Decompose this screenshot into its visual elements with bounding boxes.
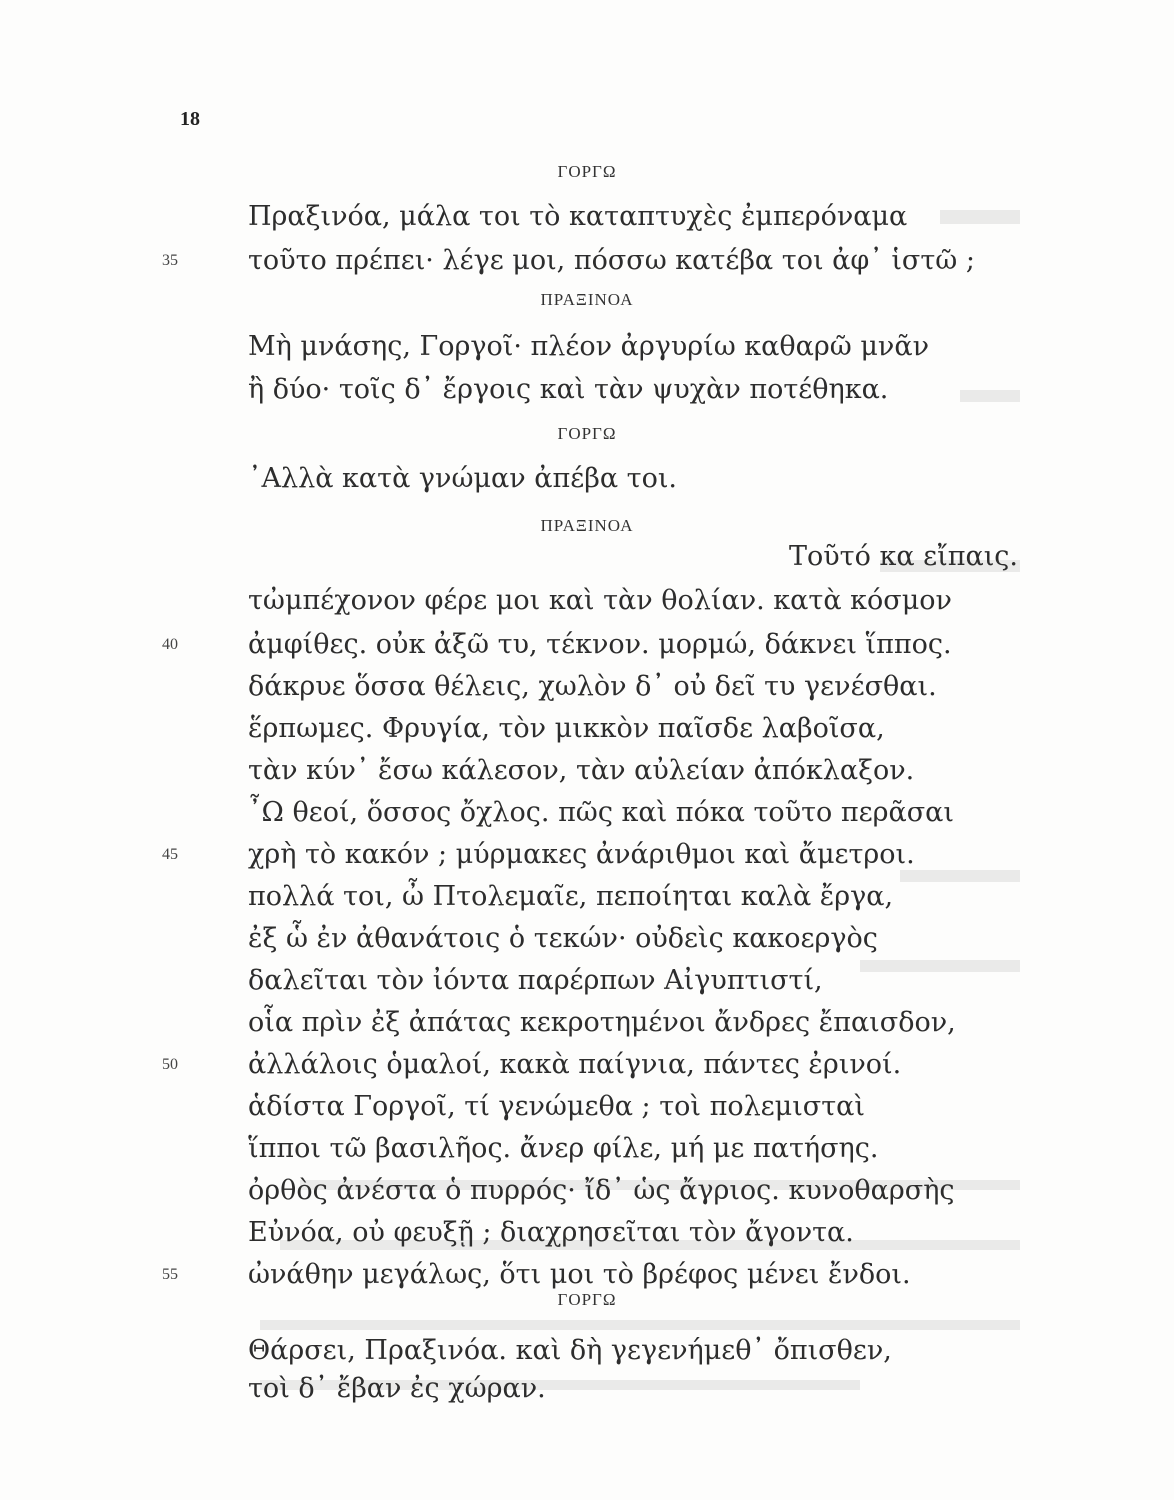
verse-line: οἷα πρὶν ἐξ ἀπάτας κεκροτημένοι ἄνδρες ἔπαισδον, [248,1007,956,1038]
verse-line: Πραξινόα, μάλα τοι τὸ καταπτυχὲς ἐμπερόναμα [248,201,908,232]
verse-line: τὠμπέχονον φέρε μοι καὶ τὰν θολίαν. κατὰ κόσμον [248,585,952,616]
verse-line: Τοῦτό κα εἴπαις. [789,541,1018,572]
verse-line: δάκρυε ὅσσα θέλεις, χωλὸν δ᾽ οὐ δεῖ τυ γενέσθαι. [248,671,937,702]
verse-line: τοὶ δ᾽ ἔβαν ἐς χώραν. [248,1373,546,1404]
line-number: 40 [162,636,178,653]
page-number: 18 [180,108,200,130]
verse-line: ὀρθὸς ἀνέστα ὁ πυρρός· ἴδ᾽ ὡς ἄγριος. κυνοθαρσὴς [248,1175,955,1206]
verse-line: Εὐνόα, οὐ φευξῇ ; διαχρησεῖται τὸν ἄγοντα. [248,1217,854,1248]
speaker-label: ΓΟΡΓΩ [557,162,617,181]
verse-line: Μὴ μνάσης, Γοργοῖ· πλέον ἀργυρίω καθαρῶ μνᾶν [248,331,929,362]
verse-line: χρὴ τὸ κακόν ; μύρμακες ἀνάριθμοι καὶ ἄμετροι. [248,839,915,870]
line-number: 50 [162,1056,178,1073]
verse-line: δαλεῖται τὸν ἰόντα παρέρπων Αἰγυπτιστί, [248,965,823,996]
verse-line: Θάρσει, Πραξινόα. καὶ δὴ γεγενήμεθ᾽ ὄπισθεν, [248,1335,892,1366]
verse-line: ἕρπωμες. Φρυγία, τὸν μικκὸν παῖσδε λαβοῖσα, [248,713,885,744]
verse-line: πολλά τοι, ὦ Πτολεμαῖε, πεποίηται καλὰ ἔργα, [248,881,894,912]
line-number: 45 [162,846,178,863]
verse-line: ἀλλάλοις ὁμαλοί, κακὰ παίγνια, πάντες ἐρινοί. [248,1049,902,1080]
line-number: 55 [162,1266,178,1283]
verse-line: ἀμφίθες. οὐκ ἀξῶ τυ, τέκνον. μορμώ, δάκνει ἵππος. [248,629,952,660]
speaker-label: ΠΡΑΞΙΝΟΑ [540,290,634,309]
speaker-label: ΠΡΑΞΙΝΟΑ [540,516,634,535]
verse-line: ἁδίστα Γοργοῖ, τί γενώμεθα ; τοὶ πολεμισταὶ [248,1091,865,1122]
verse-line: ἵπποι τῶ βασιλῆος. ἄνερ φίλε, μή με πατήσης. [248,1133,879,1164]
speaker-label: ΓΟΡΓΩ [557,1290,617,1309]
line-number: 35 [162,252,178,269]
verse-line: ἐξ ὧ ἐν ἀθανάτοις ὁ τεκών· οὐδεὶς κακοεργὸς [248,923,878,954]
verse-line: ῏Ω θεοί, ὅσσος ὄχλος. πῶς καὶ πόκα τοῦτο περᾶσαι [248,797,954,828]
verse-line: ἢ δύο· τοῖς δ᾽ ἔργοις καὶ τὰν ψυχὰν ποτέθηκα. [248,374,889,405]
verse-line: τὰν κύν᾽ ἔσω κάλεσον, τὰν αὐλείαν ἀπόκλαξον. [248,755,915,786]
verse-line: ᾽Αλλὰ κατὰ γνώμαν ἀπέβα τοι. [248,463,677,494]
verse-line: τοῦτο πρέπει· λέγε μοι, πόσσω κατέβα τοι ἀφ᾽ ἱστῶ ; [248,245,975,276]
verse-line: ὠνάθην μεγάλως, ὅτι μοι τὸ βρέφος μένει ἔνδοι. [248,1259,911,1290]
speaker-label: ΓΟΡΓΩ [557,424,617,443]
